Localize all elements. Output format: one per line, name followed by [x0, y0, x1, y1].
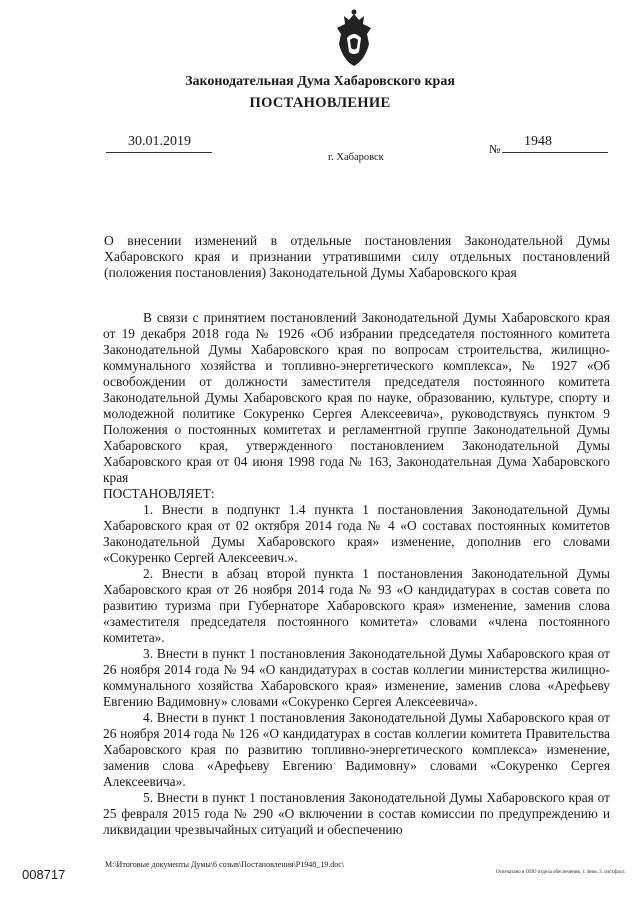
document-type: ПОСТАНОВЛЕНИЕ — [249, 95, 391, 111]
organization-name: Законодательная Дума Хабаровского края — [185, 74, 455, 89]
intro-paragraph: В связи с принятием постановлений Законодательной Думы Хабаровского края от 19 декабря 2018 года № 1926 «Об избрании председателя постоянного комитета Законодательной Думы Хабаровского края по вопросам строительства, жилищно-коммунального хозяйства и топливно-энергетического комплекса», № 1927 «Об освобождении от должности заместителя председателя постоянного комитета Законодательной Думы Хабаровского края по науке, образованию, культуре, спорту и молодежной политике Сокуренко Сергея Алексеевича», руководствуясь пунктом 9 Положения о постоянных комитетах и регламентной группе Законодательной Думы Хабаровского края, утвержденного постановлением Законодательной Думы Хабаровского края от 04 июня 1998 года № 163, Законодательная Дума Хабаровского края — [103, 310, 610, 485]
item-3: 3. Внести в пункт 1 постановления Законодательной Думы Хабаровского края от 26 ноября 2014 года № 94 «О кандидатурах в состав коллегии министерства жилищно-коммунального хозяйства Хабаровского края» изменение, заменив слова «Арефьеву Евгению Вадимовну» словами «Сокуренко Сергея Алексеевича». — [103, 646, 610, 709]
side-code: 008717 — [22, 867, 66, 882]
document-subject: О внесении изменений в отдельные постановления Законодательной Думы Хабаровского края и признании утратившими силу отдельных постановлений (положения постановления) Законодательной Думы Хабаровского края — [104, 233, 610, 280]
number-sign: № — [489, 142, 501, 156]
item-1: 1. Внести в подпункт 1.4 пункта 1 постановления Законодательной Думы Хабаровского края от 02 октября 2014 года № 4 «О составах постоянных комитетов Законодательной Думы Хабаровского края» изменение, дополнив его словами «Сокуренко Сергей Алексеевич.». — [103, 502, 610, 565]
print-note: Отпечатано в ОПО отдела обеспечения, т. 4нов. 3. сист.фахт. — [496, 870, 626, 875]
coat-of-arms-icon — [331, 8, 377, 68]
document-date: 30.01.2019 — [128, 134, 191, 149]
item-4: 4. Внести в пункт 1 постановления Законодательной Думы Хабаровского края от 26 ноября 2014 года № 126 «О кандидатурах в состав коллегии комитета Правительства Хабаровского края по развитию топливно-энергетического комплекса» изменение, заменив слова «Арефьеву Евгению Вадимовну» словами «Сокуренко Сергея Алексеевича». — [103, 710, 610, 789]
document-city: г. Хабаровск — [328, 152, 384, 163]
decree-word: ПОСТАНОВЛЯЕТ: — [103, 486, 215, 501]
document-number: 1948 — [524, 134, 552, 149]
date-underline — [106, 152, 212, 153]
item-2: 2. Внести в абзац второй пункта 1 постановления Законодательной Думы Хабаровского края от 26 ноября 2014 года № 93 «О кандидатурах в состав совета по развитию туризма при Губернаторе Хабаровского края» изменение, заменив слова «заместителя председателя постоянного комитета» словами «члена постоянного комитета». — [103, 566, 610, 645]
file-path: M:\Итоговые документы Думы\6 созыв\Постановления\P1948_19.doc\ — [105, 860, 344, 869]
item-5: 5. Внести в пункт 1 постановления Законодательной Думы Хабаровского края от 25 февраля 2015 года № 290 «О включении в состав комиссии по предупреждению и ликвидации чрезвычайных ситуаций и обеспечению — [103, 790, 610, 837]
document-body — [103, 310, 610, 838]
number-underline — [502, 152, 608, 153]
